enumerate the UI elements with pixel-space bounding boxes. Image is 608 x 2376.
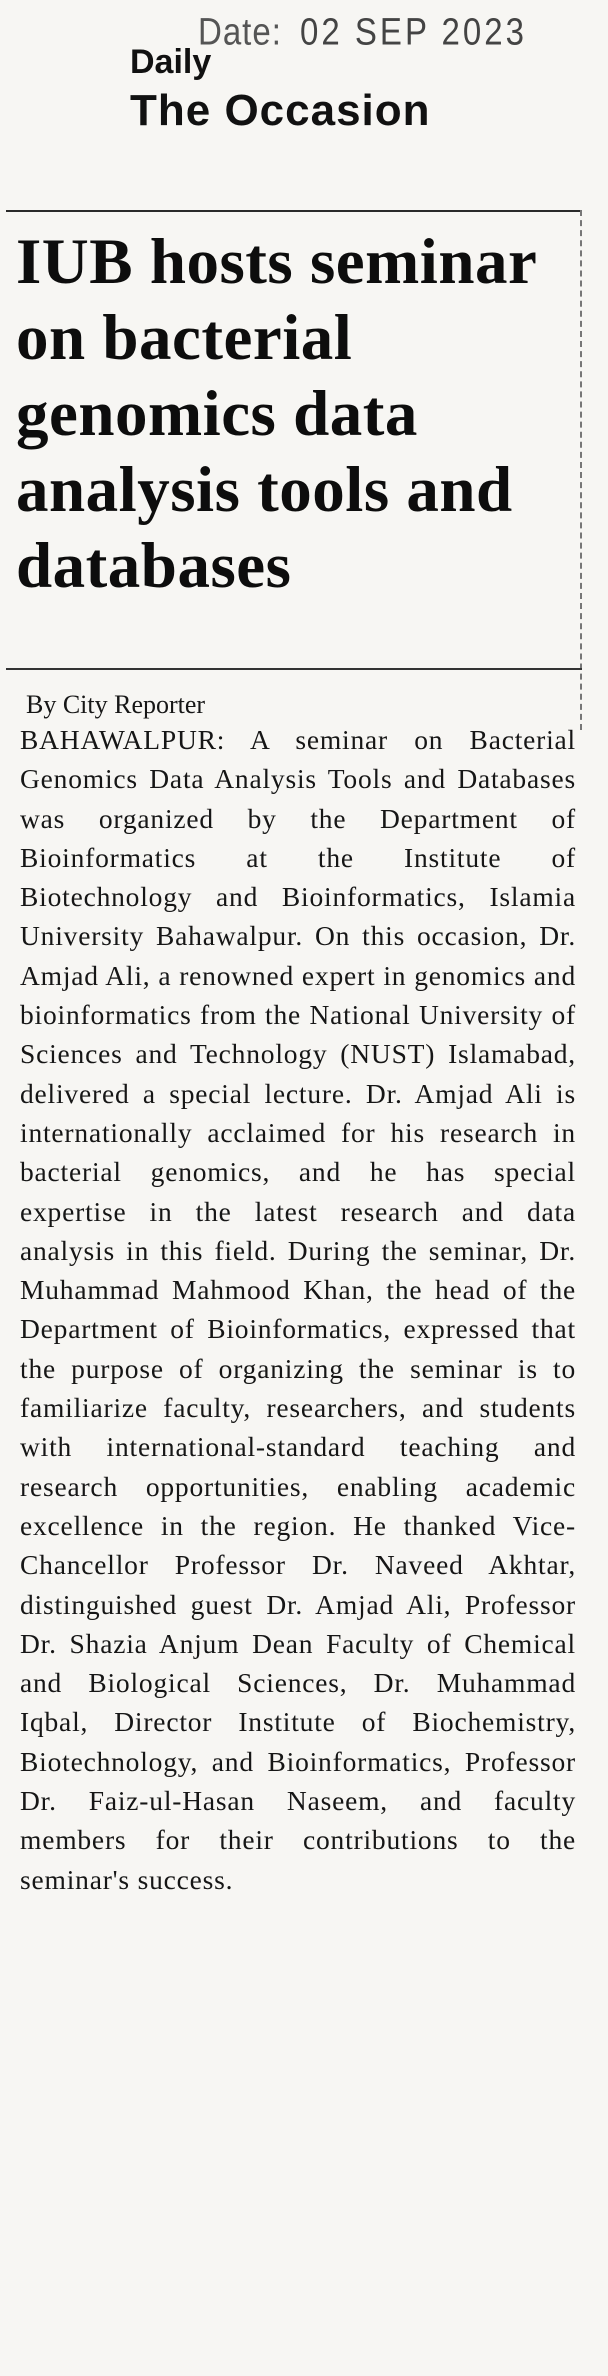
article-byline: By City Reporter (26, 690, 206, 719)
article-headline: IUB hosts seminar on bacterial genomics data analysis tools and databases (16, 226, 537, 602)
article-body: BAHAWALPUR: A seminar on Bacterial Genomics Data Analysis Tools and Databases was organized by the Department of Bioinformatics at the Institute of Biotechnology and Bioinformatics, Islamia University Bahawalpur. On this occasion, Dr. Amjad Ali, a renowned expert in genomics and bioinformatics from the National University of Sciences and Technology (NUST) Islamabad, delivered a special lecture. Dr. Amjad Ali is internationally acclaimed for his research in bacterial genomics, and he has special expertise in the latest research and data analysis in this field. During the seminar, Dr. Muhammad Mahmood Khan, the head of the Department of Bioinformatics, expressed that the purpose of organizing the seminar is to familiarize faculty, researchers, and students with international-standard teaching and research opportunities, enabling academic excellence in the region. He thanked Vice-Chancellor Professor Dr. Naveed Akhtar, distinguished guest Dr. Amjad Ali, Professor Dr. Shazia Anjum Dean Faculty of Chemical and Biological Sciences, Dr. Muhammad Iqbal, Director Institute of Biochemistry, Biotechnology, and Bioinformatics, Professor Dr. Faiz-ul-Hasan Naseem, and faculty members for their contributions to the seminar's success. (20, 724, 576, 1895)
clipping-right-border (578, 210, 582, 730)
newspaper-name-line1: Daily (130, 43, 212, 81)
clipping-top-border (6, 210, 582, 212)
date-value: 02 SEP 2023 (300, 10, 527, 53)
headline-divider (6, 668, 582, 670)
news-clipping (6, 210, 582, 2360)
newspaper-name (130, 42, 431, 140)
date-label: Date: (198, 10, 282, 53)
newspaper-name-line2: The Occasion (130, 86, 431, 135)
